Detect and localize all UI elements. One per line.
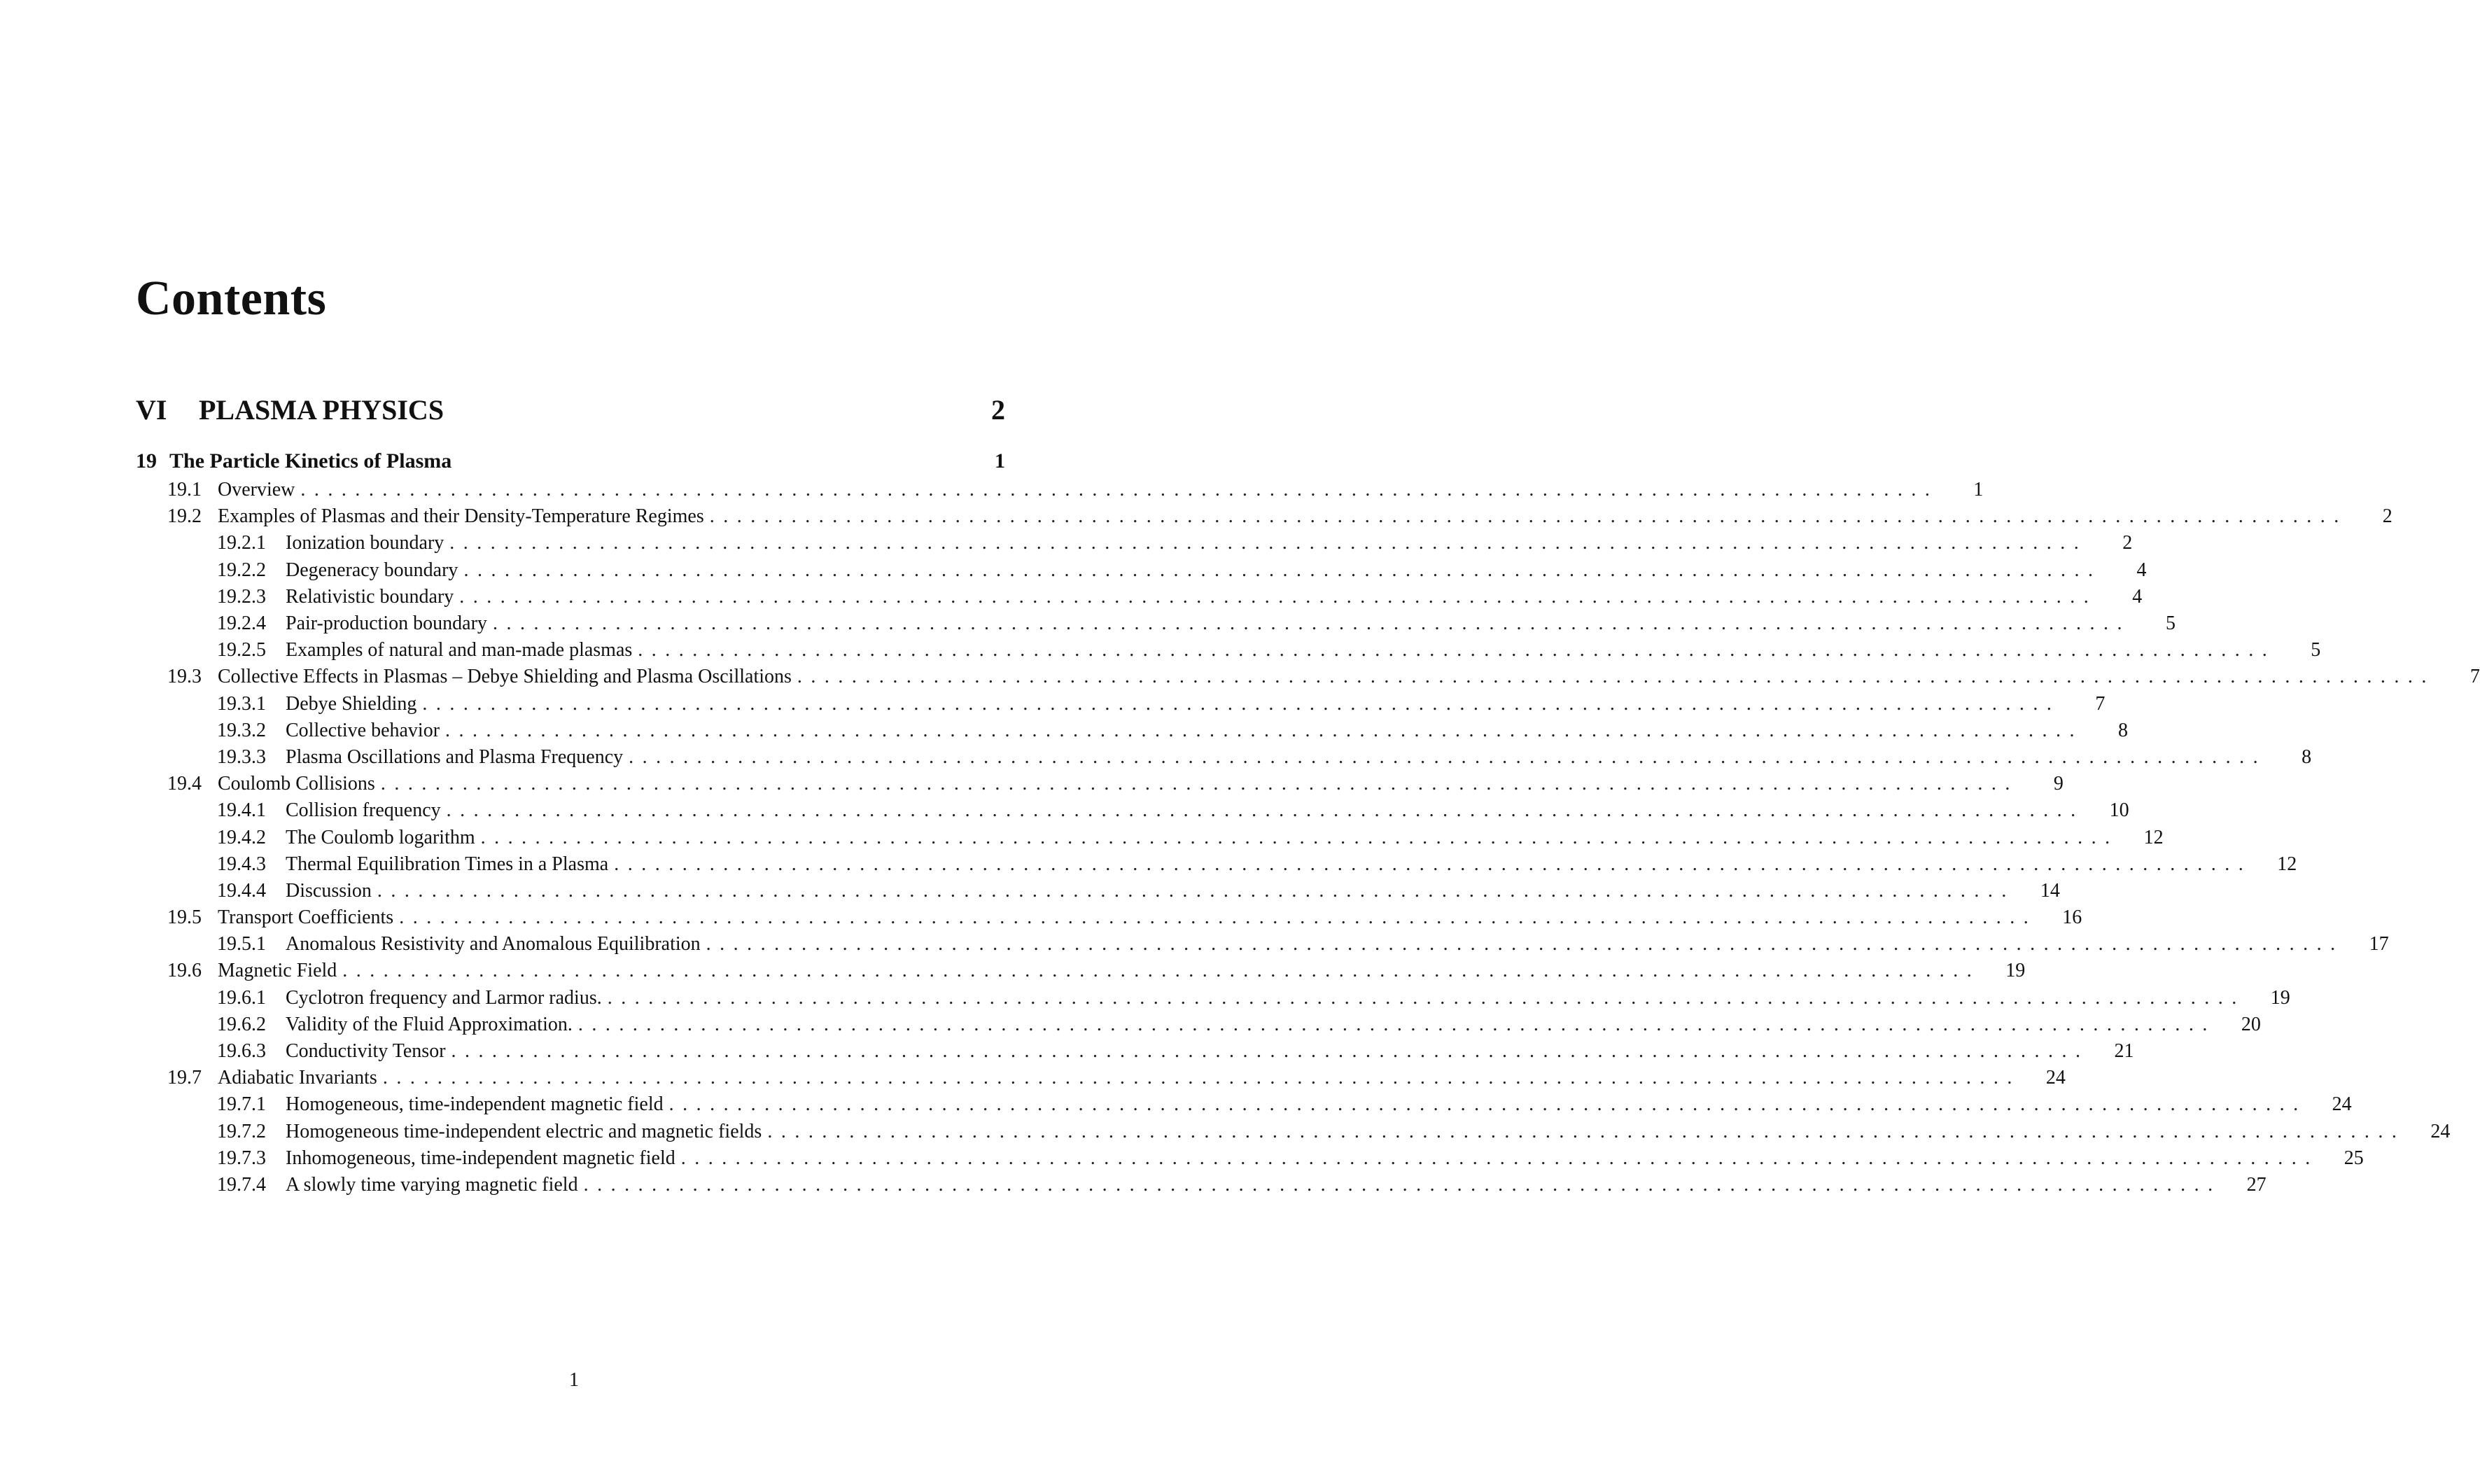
toc-entry-number: 19.6.2 xyxy=(217,1013,266,1035)
dot-leader: ........................................................................................................................ xyxy=(767,1120,2406,1142)
toc-entry-page: 24 xyxy=(2332,1093,2352,1116)
toc-entry-page: 1 xyxy=(1973,479,1984,501)
page-title: Contents xyxy=(136,272,327,326)
toc-entry-page: 2 xyxy=(2382,505,2393,528)
toc-subsection-entry[interactable] xyxy=(136,557,2147,584)
toc-entry-number: 19.2.4 xyxy=(217,612,266,635)
toc-entry-page: 12 xyxy=(2143,826,2164,848)
toc-entry-title: Examples of Plasmas and their Density-Temperature Regimes xyxy=(218,505,704,528)
toc-subsection-entry[interactable] xyxy=(136,530,2133,556)
toc-subsection-entry[interactable] xyxy=(136,744,2312,771)
toc-entry-page: 21 xyxy=(2114,1040,2134,1063)
toc-entry-number: 19.4.1 xyxy=(217,799,266,822)
toc-section-entry[interactable] xyxy=(136,664,2480,690)
toc-entry-title: Collective behavior xyxy=(286,719,440,741)
toc-entry-number: 19.4.3 xyxy=(217,853,266,875)
toc-entry-title: Relativistic boundary xyxy=(286,585,454,608)
toc-entry-page: 5 xyxy=(2165,612,2176,635)
dot-leader: ........................................................................................................................ xyxy=(380,773,2019,795)
toc-subsection-entry[interactable] xyxy=(136,1038,2134,1065)
dot-leader: ........................................................................................................................ xyxy=(577,1013,2216,1035)
toc-section-entry[interactable] xyxy=(136,904,2082,931)
dot-leader: ........................................................................................................................ xyxy=(449,532,2088,554)
toc-subsection-entry[interactable] xyxy=(136,1011,2261,1038)
toc-entry-page: 8 xyxy=(2302,746,2312,768)
toc-entry-title: Coulomb Collisions xyxy=(218,773,375,795)
toc-entry-page: 4 xyxy=(2132,585,2143,608)
part-title: PLASMA PHYSICS xyxy=(199,394,444,426)
part-page-number: 2 xyxy=(991,394,1005,426)
toc-section-entry[interactable] xyxy=(136,477,1984,503)
toc-subsection-entry[interactable] xyxy=(136,797,2129,824)
dot-leader: ........................................................................................................................ xyxy=(680,1147,2319,1169)
toc-entry-title: The Coulomb logarithm xyxy=(286,826,475,848)
toc-entry-number: 19.7.2 xyxy=(217,1120,266,1142)
toc-entry-number: 19.2.2 xyxy=(217,559,266,581)
toc-entry-title: Discussion xyxy=(286,879,372,902)
part-number: VI xyxy=(136,394,167,426)
toc-subsection-entry[interactable] xyxy=(136,824,2164,850)
dot-leader: ........................................................................................................................ xyxy=(445,719,2084,741)
toc-entry-title: Thermal Equilibration Times in a Plasma xyxy=(286,853,609,875)
toc-entry-page: 19 xyxy=(2270,986,2290,1009)
toc-entry-title: Overview xyxy=(218,479,295,501)
toc-entry-number: 19.4 xyxy=(167,773,202,795)
dot-leader: ........................................................................................................................ xyxy=(399,906,2038,929)
toc-entry-title: Degeneracy boundary xyxy=(286,559,458,581)
toc-entry-page: 27 xyxy=(2246,1173,2267,1196)
toc-subsection-entry[interactable] xyxy=(136,718,2129,744)
dot-leader: ........................................................................................................................ xyxy=(668,1093,2307,1116)
toc-subsection-entry[interactable] xyxy=(136,1119,2451,1145)
toc-entry-number: 19.3 xyxy=(167,666,202,688)
toc-entry-page: 24 xyxy=(2430,1120,2451,1142)
toc-entry-title: Transport Coefficients xyxy=(218,906,394,929)
toc-subsection-entry[interactable] xyxy=(136,610,2176,637)
dot-leader: ........................................................................................................................ xyxy=(422,692,2061,715)
dot-leader: ........................................................................................................................ xyxy=(300,479,1939,501)
toc-subsection-entry[interactable] xyxy=(136,1091,2352,1118)
dot-leader: ........................................................................................................................ xyxy=(377,879,2015,902)
toc-entry-number: 19.4.4 xyxy=(217,879,266,902)
toc-entry-title: Anomalous Resistivity and Anomalous Equilibration xyxy=(286,933,701,955)
toc-entry-page: 19 xyxy=(2005,960,2026,982)
toc-entry-page: 9 xyxy=(2053,773,2064,795)
toc-entry-page: 12 xyxy=(2277,853,2297,875)
chapter-title: The Particle Kinetics of Plasma xyxy=(169,449,452,472)
toc-entry-number: 19.7.3 xyxy=(217,1147,266,1169)
toc-entry-number: 19.2.1 xyxy=(217,532,266,554)
chapter-number: 19 xyxy=(136,449,157,472)
toc-subsection-entry[interactable] xyxy=(136,1145,2364,1172)
toc-subsection-entry[interactable] xyxy=(136,1172,2267,1198)
toc-entry-number: 19.4.2 xyxy=(217,826,266,848)
toc-entry-number: 19.3.1 xyxy=(217,692,266,715)
toc-entry-page: 7 xyxy=(2470,666,2480,688)
toc-entry-list xyxy=(136,477,2480,1198)
toc-entry-page: 16 xyxy=(2062,906,2082,929)
toc-subsection-entry[interactable] xyxy=(136,878,2060,904)
dot-leader: ........................................................................................................................ xyxy=(382,1067,2021,1089)
toc-entry-page: 7 xyxy=(2095,692,2106,715)
toc-subsection-entry[interactable] xyxy=(136,637,2321,664)
toc-entry-title: Pair-production boundary xyxy=(286,612,487,635)
toc-entry-title: Homogeneous time-independent electric and magnetic fields xyxy=(286,1120,762,1142)
toc-subsection-entry[interactable] xyxy=(136,851,2297,878)
toc-entry-page: 14 xyxy=(2040,879,2060,902)
toc-part-heading[interactable] xyxy=(136,396,1005,424)
dot-leader: ........................................................................................................................ xyxy=(342,960,1981,982)
toc-entry-title: A slowly time varying magnetic field xyxy=(286,1173,578,1196)
toc-entry-number: 19.6.3 xyxy=(217,1040,266,1063)
toc-section-entry[interactable] xyxy=(136,1065,2066,1091)
toc-entry-number: 19.7.4 xyxy=(217,1173,266,1196)
toc-entry-title: Inhomogeneous, time-independent magnetic field xyxy=(286,1147,675,1169)
toc-entry-number: 19.6 xyxy=(167,960,202,982)
toc-entry-title: Magnetic Field xyxy=(218,960,337,982)
toc-section-entry[interactable] xyxy=(136,503,2393,530)
toc-section-entry[interactable] xyxy=(136,958,2026,984)
dot-leader: ........................................................................................................................ xyxy=(797,666,2435,688)
toc-subsection-entry[interactable] xyxy=(136,985,2290,1011)
toc-entry-page: 4 xyxy=(2136,559,2147,581)
toc-entry-number: 19.2 xyxy=(167,505,202,528)
toc-entry-number: 19.3.2 xyxy=(217,719,266,741)
toc-entry-title: Cyclotron frequency and Larmor radius. xyxy=(286,986,602,1009)
toc-entry-number: 19.3.3 xyxy=(217,746,266,768)
toc-entry-page: 20 xyxy=(2241,1013,2261,1035)
toc-entry-title: Homogeneous, time-independent magnetic field xyxy=(286,1093,664,1116)
toc-entry-title: Validity of the Fluid Approximation. xyxy=(286,1013,573,1035)
dot-leader: ........................................................................................................................ xyxy=(607,986,2246,1009)
toc-entry-page: 24 xyxy=(2045,1067,2066,1089)
toc-subsection-entry[interactable] xyxy=(136,691,2106,718)
toc-entry-page: 10 xyxy=(2109,799,2129,822)
dot-leader: ........................................................................................................................ xyxy=(451,1040,2089,1063)
toc-entry-title: Debye Shielding xyxy=(286,692,417,715)
toc-entry-number: 19.2.3 xyxy=(217,585,266,608)
toc-entry-page: 5 xyxy=(2311,639,2321,662)
toc-entry-number: 19.5.1 xyxy=(217,933,266,955)
toc-entry-number: 19.7.1 xyxy=(217,1093,266,1116)
toc-subsection-entry[interactable] xyxy=(136,584,2143,610)
toc-entry-title: Adiabatic Invariants xyxy=(218,1067,377,1089)
toc-entry-title: Ionization boundary xyxy=(286,532,444,554)
toc-entry-page: 17 xyxy=(2369,933,2389,955)
dot-leader: ........................................................................................................................ xyxy=(629,746,2267,768)
toc-section-entry[interactable] xyxy=(136,771,2064,797)
dot-leader: ........................................................................................................................ xyxy=(492,612,2131,635)
dot-leader: ........................................................................................................................ xyxy=(709,505,2348,528)
toc-entry-title: Collision frequency xyxy=(286,799,441,822)
chapter-page-number: 1 xyxy=(995,449,1005,472)
dot-leader: ........................................................................................................................ xyxy=(480,826,2119,848)
toc-entry-number: 19.7 xyxy=(167,1067,202,1089)
toc-entry-page: 25 xyxy=(2344,1147,2364,1169)
dot-leader: ........................................................................................................................ xyxy=(638,639,2276,662)
dot-leader: ........................................................................................................................ xyxy=(459,585,2098,608)
toc-entry-number: 19.5 xyxy=(167,906,202,929)
toc-entry-title: Collective Effects in Plasmas – Debye Shielding and Plasma Oscillations xyxy=(218,666,792,688)
dot-leader: ........................................................................................................................ xyxy=(614,853,2253,875)
toc-entry-title: Examples of natural and man-made plasmas xyxy=(286,639,633,662)
toc-entry-title: Plasma Oscillations and Plasma Frequency xyxy=(286,746,624,768)
toc-chapter-heading[interactable] xyxy=(136,451,1005,472)
dot-leader: ........................................................................................................................ xyxy=(463,559,2102,581)
dot-leader: ........................................................................................................................ xyxy=(446,799,2085,822)
toc-subsection-entry[interactable] xyxy=(136,931,2389,958)
dot-leader: ........................................................................................................................ xyxy=(583,1173,2222,1196)
toc-entry-title: Conductivity Tensor xyxy=(286,1040,446,1063)
toc-entry-number: 19.2.5 xyxy=(217,639,266,662)
toc-entry-number: 19.1 xyxy=(167,479,202,501)
page-number: 1 xyxy=(569,1369,579,1391)
toc-entry-number: 19.6.1 xyxy=(217,986,266,1009)
toc-entry-page: 2 xyxy=(2122,532,2133,554)
toc-entry-page: 8 xyxy=(2118,719,2129,741)
dot-leader: ........................................................................................................................ xyxy=(706,933,2344,955)
